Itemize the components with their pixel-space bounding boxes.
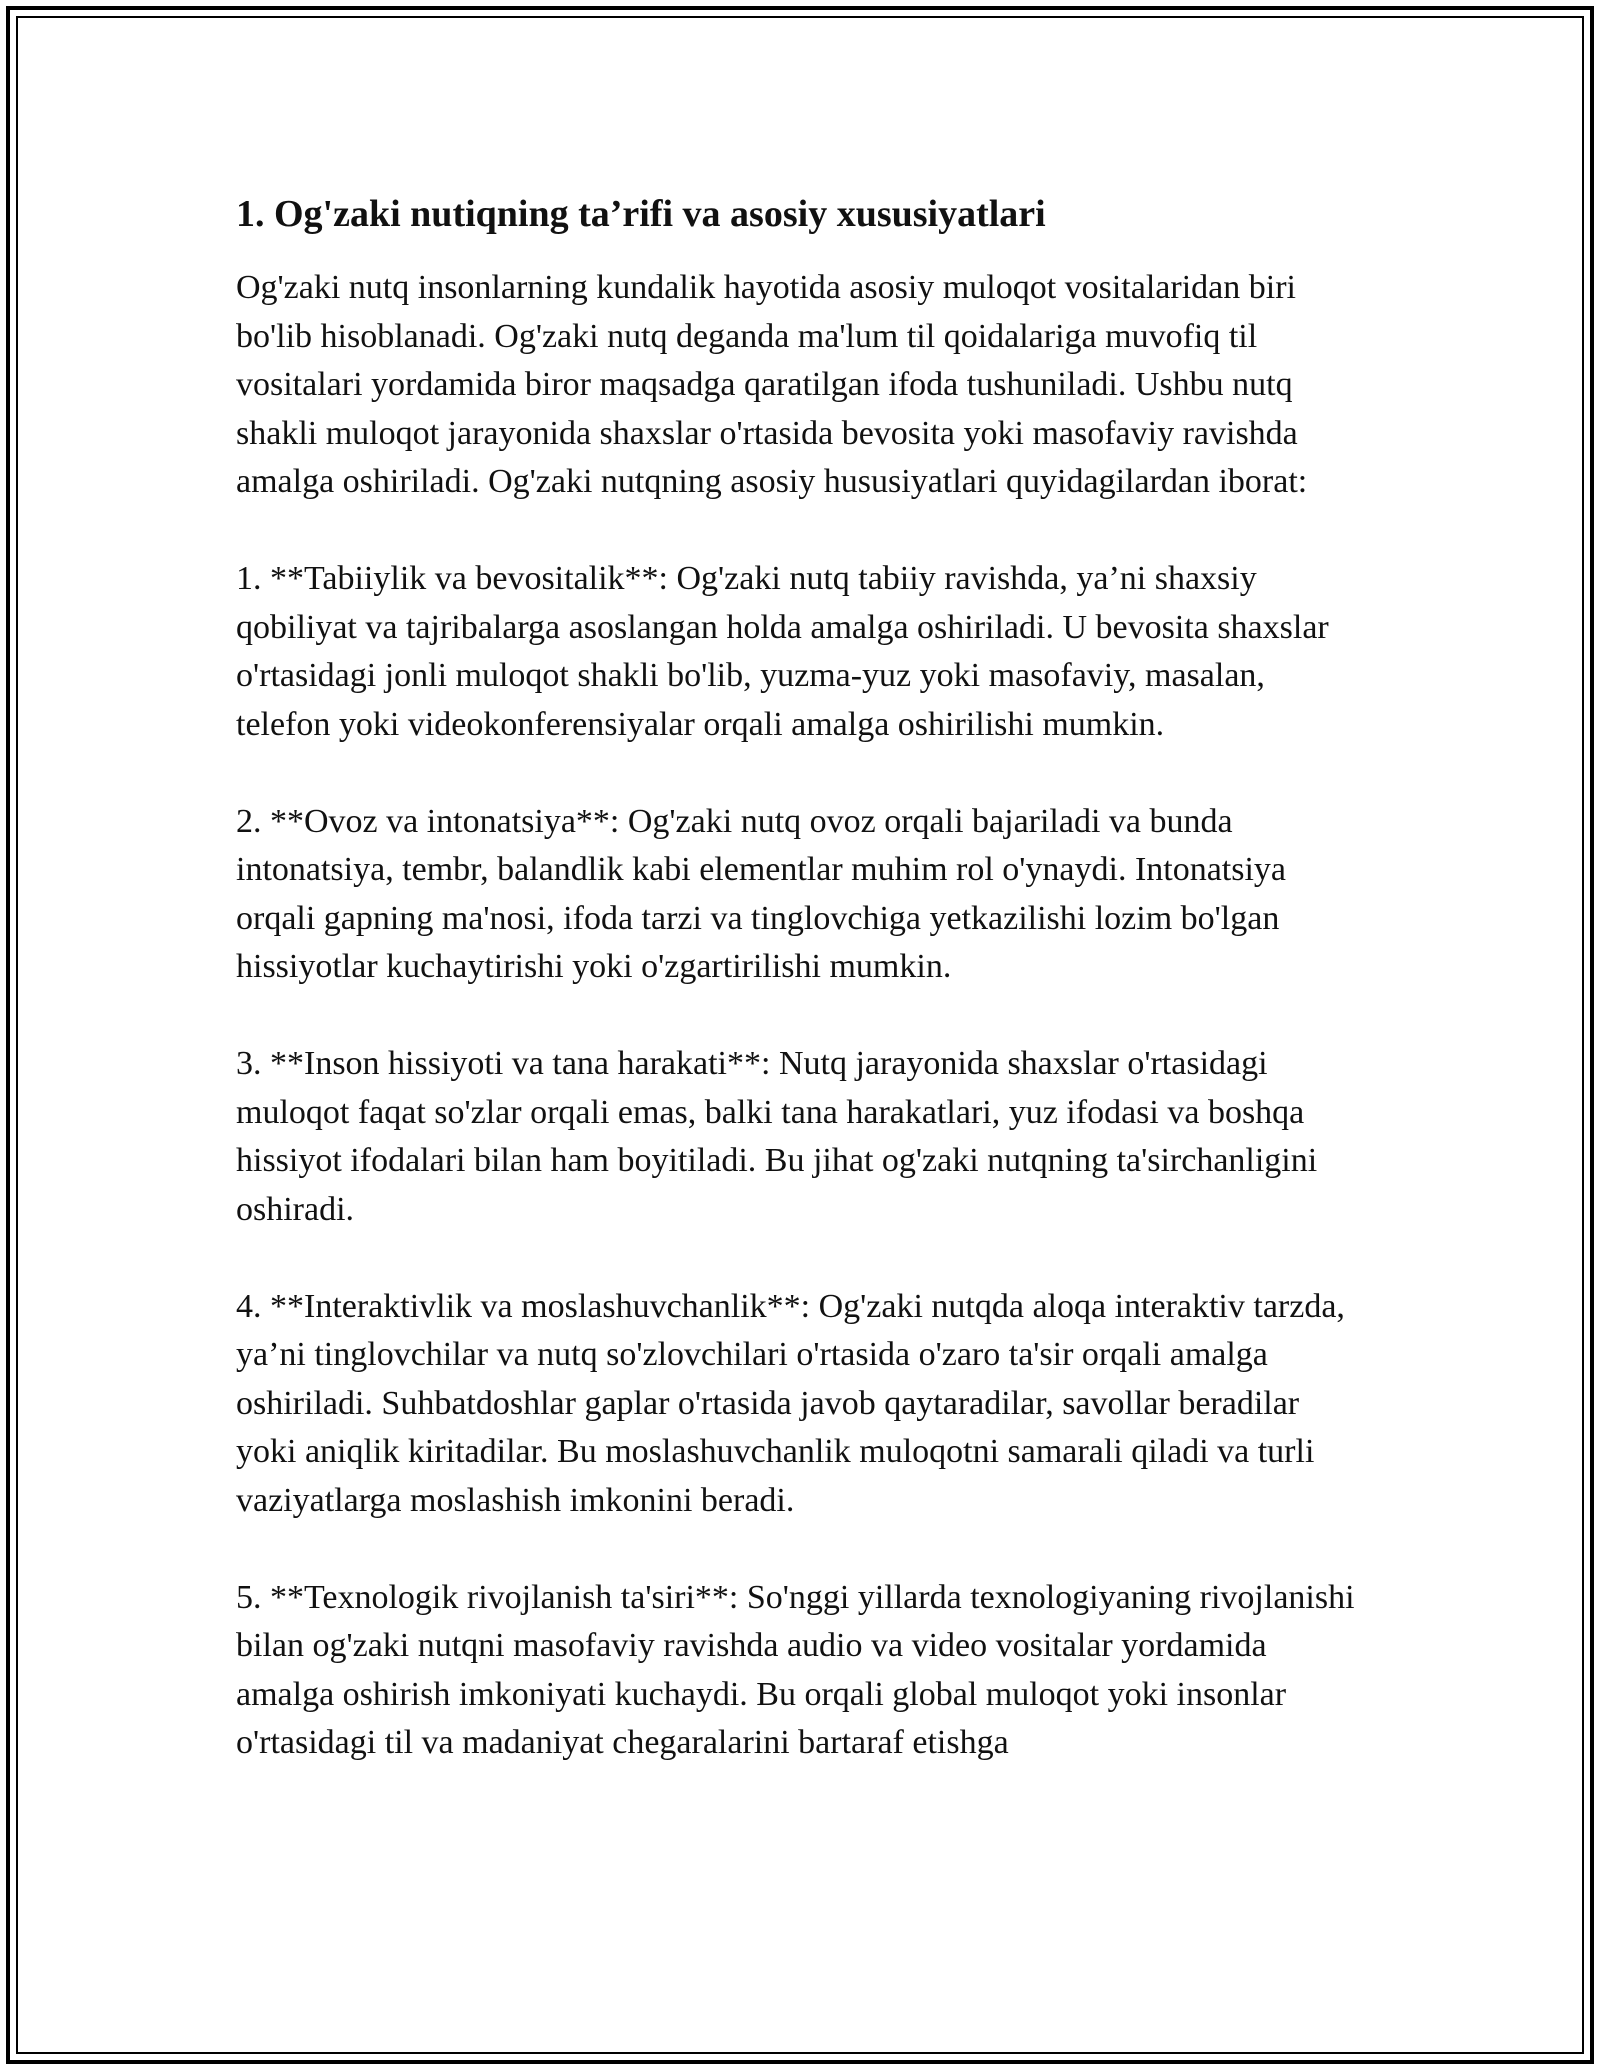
list-item-4: 4. **Interaktivlik va moslashuvchanlik**: Og'zaki nutqda aloqa interaktiv tarzda, ya’ni tinglovchilar va nutq so'zlovchilari o'rtasida o'zaro ta'sir orqali amalga oshiriladi. Suhbatdoshlar gaplar o'rtasida javob qaytaradilar, savollar beradilar yoki aniqlik kiritadilar. Bu moslashuvchanlik muloqotni samarali qiladi va turli vaziyatlarga moslashish imkonini beradi. [236,1287,1345,1519]
list-item-1: 1. **Tabiiylik va bevositalik**: Og'zaki nutq tabiiy ravishda, ya’ni shaxsiy qobiliyat va tajribalarga asoslangan holda amalga oshiriladi. U bevosita shaxslar o'rtasidagi jonli muloqot shakli bo'lib, yuzma-yuz yoki masofaviy, masalan, telefon yoki videokonferensiyalar orqali amalga oshirilishi mumkin. [236,560,1329,743]
section-heading: 1. Og'zaki nutiqning ta’rifi va asosiy xususiyatlari [236,193,1046,235]
intro-paragraph: Og'zaki nutq insonlarning kundalik hayotida asosiy muloqot vositalaridan biri bo'lib hisoblanadi. Og'zaki nutq deganda ma'lum til qoidalariga muvofiq til vositalari yordamida biror maqsadga qaratilgan ifoda tushuniladi. Ushbu nutq shakli muloqot jarayonida shaxslar o'rtasida bevosita yoki masofaviy ravishda amalga oshiriladi. Og'zaki nutqning asosiy hususiyatlari quyidagilardan iborat: [236,269,1308,500]
paragraph-spacer [236,1525,1366,1574]
document-body [236,186,1366,1768]
list-item-5: 5. **Texnologik rivojlanish ta'siri**: So'nggi yillarda texnologiyaning rivojlanishi bilan og'zaki nutqni masofaviy ravishda audio va video vositalar yordamida amalga oshirish imkoniyati kuchaydi. Bu orqali global muloqot yoki insonlar o'rtasidagi til va madaniyat chegaralarini bartaraf etishga [236,1578,1355,1761]
paragraph-spacer [236,507,1366,556]
paragraph-spacer [236,1234,1366,1283]
list-item-2: 2. **Ovoz va intonatsiya**: Og'zaki nutq ovoz orqali bajariladi va bunda intonatsiya, tembr, balandlik kabi elementlar muhim rol o'ynaydi. Intonatsiya orqali gapning ma'nosi, ifoda tarzi va tinglovchiga yetkazilishi lozim bo'lgan hissiyotlar kuchaytirishi yoki o'zgartirilishi mumkin. [236,802,1287,985]
list-item-3: 3. **Inson hissiyoti va tana harakati**: Nutq jarayonida shaxslar o'rtasidagi muloqot faqat so'zlar orqali emas, balki tana harakatlari, yuz ifodasi va boshqa hissiyot ifodalari bilan ham boyitiladi. Bu jihat og'zaki nutqning ta'sirchanligini oshiradi. [236,1045,1318,1228]
paragraph-spacer [236,992,1366,1041]
paragraph-spacer [236,749,1366,798]
